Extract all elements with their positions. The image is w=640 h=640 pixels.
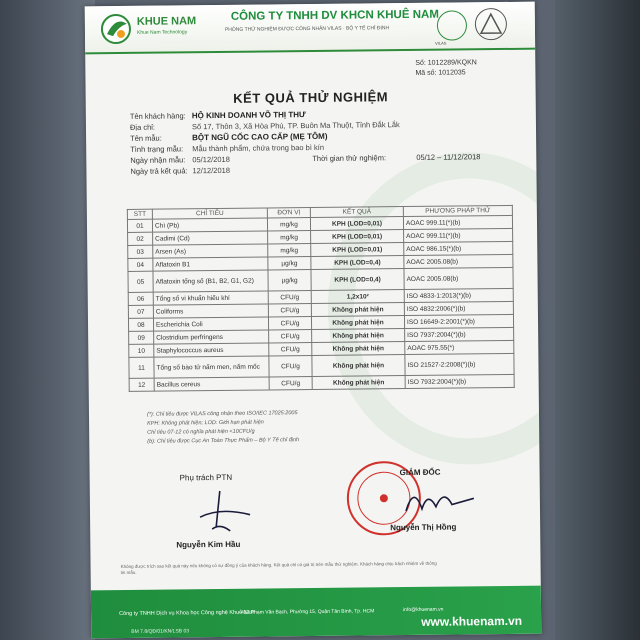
row-criteria: Staphylococcus aureus [154, 343, 269, 357]
row-method: ISO 4832:2006(*)(b) [404, 301, 513, 315]
row-method: AOAC 2005.08(b) [404, 267, 513, 289]
row-result: 1,2x10² [311, 290, 404, 304]
row-method: ISO 4833-1:2013(*)(b) [404, 288, 513, 302]
company-subtitle: PHÒNG THỬ NGHIỆM ĐƯỢC CÔNG NHẬN VILAS · BỘ Y TẾ CHỈ ĐỊNH [224, 25, 390, 33]
footer-email: info@khuenam.vn [403, 606, 444, 614]
footer-website: www.khuenam.vn [421, 613, 523, 629]
row-method: ISO 7932:2004(*)(b) [405, 374, 514, 388]
row-result: Không phát hiện [312, 342, 405, 356]
director-name: Nguyễn Thị Hồng [390, 522, 457, 533]
document-title: KẾT QUẢ THỬ NGHIỆM [233, 89, 389, 106]
sample-info [130, 108, 531, 178]
director-signature-icon [400, 480, 480, 521]
return-date: 12/12/2018 [192, 165, 231, 176]
row-result: Không phát hiện [311, 316, 404, 330]
row-result: Không phát hiện [312, 355, 405, 377]
row-method: ISO 7937:2004(*)(b) [405, 327, 514, 341]
row-unit: mg/kg [268, 244, 311, 257]
row-criteria: Tổng số vi khuẩn hiếu khí [153, 291, 268, 305]
row-stt: 09 [129, 331, 154, 344]
row-method: AOAC 999.11(*)(b) [404, 228, 513, 242]
sample-label: Tên mẫu: [130, 133, 162, 143]
lab-manager-signature-icon [190, 487, 261, 538]
row-result: Không phát hiện [312, 376, 405, 390]
row-unit: CFU/g [268, 304, 311, 317]
return-label: Ngày trả kết quả: [130, 166, 188, 176]
row-stt: 05 [128, 271, 153, 292]
received-date: 05/12/2018 [192, 154, 230, 165]
background-right [555, 0, 640, 640]
header-result: KẾT QUẢ [310, 207, 403, 218]
test-time: 05/12 – 11/12/2018 [416, 152, 481, 162]
row-method: AOAC 986.15(*)(b) [404, 241, 513, 255]
row-stt: 11 [129, 357, 154, 378]
row-method: ISO 16649-2:2001(*)(b) [404, 314, 513, 328]
row-stt: 04 [128, 258, 153, 271]
received-label: Ngày nhận mẫu: [130, 155, 186, 165]
row-result: KPH (LOD=0,01) [311, 230, 404, 244]
table-notes [147, 409, 299, 447]
row-result: KPH (LOD=0,01) [311, 243, 404, 257]
certification-seal-icon [475, 8, 507, 40]
footer-company: Công ty TNHH Dịch vụ Khoa học Công nghệ Khuê Nam [119, 609, 256, 618]
sample-code: Mã số: 1012035 [415, 69, 466, 77]
row-unit: CFU/g [268, 317, 311, 330]
lab-manager-role: Phụ trách PTN [179, 472, 233, 483]
header-stt: STT [127, 209, 152, 219]
company-name: CÔNG TY TNHH DV KHCN KHUÊ NAM [230, 8, 439, 23]
state-label: Tình trạng mẫu: [130, 144, 184, 154]
form-code: BM 7.8/QĐ/01/KN/LSB 03 [131, 628, 190, 635]
background-left [0, 0, 95, 640]
test-time-label: Thời gian thử nghiệm: [312, 153, 387, 163]
row-criteria: Tổng số bào tử nấm men, nấm mốc [154, 356, 269, 378]
row-unit: µg/kg [268, 270, 311, 291]
row-criteria: Clostridium perfringens [154, 330, 269, 344]
row-stt: 03 [128, 245, 153, 258]
row-unit: mg/kg [268, 231, 311, 244]
row-criteria: Escherichia Coli [153, 317, 268, 331]
row-stt: 07 [128, 305, 153, 318]
row-unit: CFU/g [269, 330, 312, 343]
logo-text: KHUE NAM [136, 15, 197, 28]
row-result: KPH (LOD=0,4) [311, 256, 404, 270]
note-line: KPH: Không phát hiện; LOD: Giới hạn phát hiện [147, 419, 264, 427]
row-criteria: Chì (Pb) [152, 218, 267, 232]
header-unit: ĐƠN VỊ [267, 208, 310, 218]
row-criteria: Coliforms [153, 304, 268, 318]
results-table [127, 205, 515, 392]
header-method: PHƯƠNG PHÁP THỬ [403, 205, 512, 216]
company-logo-icon [99, 12, 137, 46]
row-criteria: Cadimi (Cd) [153, 231, 268, 245]
row-unit: mg/kg [267, 218, 310, 231]
row-criteria: Bacillus cereus [154, 377, 269, 391]
row-unit: CFU/g [269, 377, 312, 390]
note-line: (*): Chỉ tiêu được VILAS công nhận theo ISO/IEC 17025:2005 [146, 410, 298, 418]
row-result: Không phát hiện [312, 329, 405, 343]
note-line: (b): Chỉ tiêu được Cục An Toàn Thực Phẩm – Bộ Y Tế chỉ định [147, 437, 300, 445]
row-method: AOAC 999.11(*)(b) [403, 215, 512, 229]
row-stt: 10 [129, 344, 154, 357]
row-unit: CFU/g [269, 356, 312, 377]
row-stt: 12 [129, 378, 154, 391]
row-method: AOAC 2005.08(b) [404, 254, 513, 268]
reference-numbers [415, 58, 477, 79]
lab-manager-name: Nguyễn Kim Hầu [176, 539, 241, 550]
row-result: KPH (LOD=0,4) [311, 269, 404, 291]
address-label: Địa chỉ: [129, 122, 156, 132]
sample-name: BỘT NGŨ CỐC CAO CẤP (MẸ TÔM) [192, 131, 328, 143]
row-result: Không phát hiện [311, 303, 404, 317]
row-criteria: Arsen (As) [153, 244, 268, 258]
row-stt: 08 [128, 318, 153, 331]
customer-label: Tên khách hàng: [129, 111, 186, 121]
row-result: KPH (LOD=0,01) [310, 217, 403, 231]
row-method: AOAC 975.55(*) [405, 340, 514, 354]
report-number: Số: 1012289/KQKN [415, 59, 477, 67]
note-line: Chỉ tiêu 07-12 có nghĩa phát hiện <10CFU/g [147, 428, 255, 436]
row-unit: CFU/g [269, 343, 312, 356]
letterhead [85, 2, 535, 55]
sample-state: Mẫu thành phẩm, chứa trong bao bì kín [192, 142, 325, 154]
customer-name: HỘ KINH DOANH VÕ THỊ THƯ [191, 110, 306, 121]
test-result-document [85, 2, 542, 639]
logo-subtitle: Khue Nam Technology [136, 29, 188, 36]
footer-bar [91, 586, 541, 639]
row-unit: µg/kg [268, 257, 311, 270]
row-unit: CFU/g [268, 291, 311, 304]
disclaimer: Không được trích sao kết quả này nếu không có sự đồng ý của khách hàng. Kết quả chỉ có giá trị trên mẫu thử nghiệm. Khách hàng chịu trách nhiệm về thông tin mẫu. [120, 560, 437, 576]
customer-address: Số 17, Thôn 3, Xã Hòa Phú, TP. Buôn Ma Thuột, Tỉnh Đắk Lắk [191, 120, 400, 132]
row-stt: 01 [127, 219, 152, 232]
row-criteria: Aflatoxin B1 [153, 257, 268, 271]
footer-address: 417 Phạm Văn Bạch, Phường 15, Quận Tân Bình, Tp. HCM [241, 608, 375, 616]
vilas-badge-icon [437, 10, 467, 40]
director-role: GIÁM ĐỐC [399, 467, 441, 478]
row-criteria: Aflatoxin tổng số (B1, B2, G1, G2) [153, 270, 268, 292]
cert-text: VILAS [435, 40, 447, 46]
row-method: ISO 21527-2:2008(*)(b) [405, 353, 514, 375]
row-stt: 02 [128, 232, 153, 245]
row-stt: 06 [128, 292, 153, 305]
header-criteria: CHỈ TIÊU [152, 208, 267, 219]
